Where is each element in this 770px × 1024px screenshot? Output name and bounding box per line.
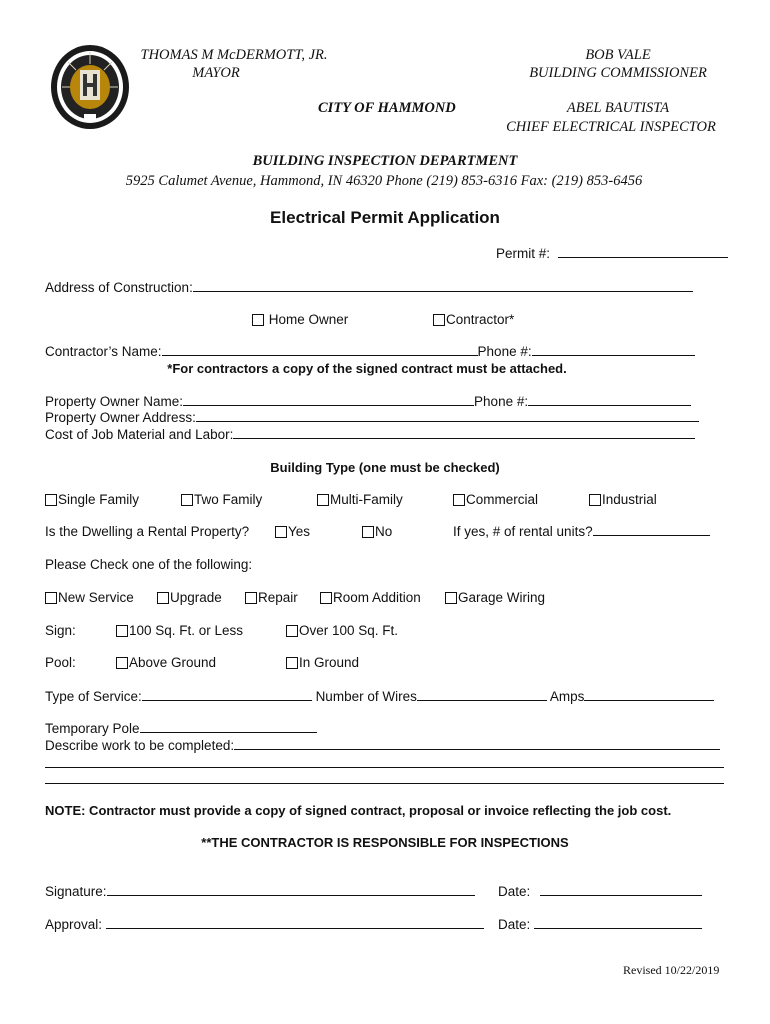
pool-above-checkbox[interactable] (116, 657, 128, 669)
revision-date: Revised 10/22/2019 (623, 963, 720, 977)
approval-date-field[interactable] (534, 917, 702, 929)
permit-number-label: Permit #: (496, 246, 551, 261)
describe-field[interactable] (234, 738, 720, 750)
contractor-phone-label: Phone #: (477, 344, 532, 359)
service-type-field[interactable] (142, 689, 312, 701)
single-family-checkbox[interactable] (45, 494, 57, 506)
property-owner-phone-label: Phone #: (474, 394, 529, 409)
property-owner-name-label: Property Owner Name: (45, 394, 184, 409)
property-owner-name-row (45, 394, 691, 409)
multi-family-checkbox[interactable] (317, 494, 329, 506)
rental-question: Is the Dwelling a Rental Property? (45, 524, 250, 539)
temp-pole-row (45, 721, 317, 736)
work-room-addition[interactable] (320, 590, 421, 605)
work-repair[interactable] (245, 590, 298, 605)
sign-small-label: 100 Sq. Ft. or Less (129, 623, 244, 638)
room-addition-label: Room Addition (333, 590, 421, 605)
inspection-responsibility: **THE CONTRACTOR IS RESPONSIBLE FOR INSPECTIONS (201, 835, 569, 850)
garage-wiring-label: Garage Wiring (458, 590, 546, 605)
rental-units-row (453, 524, 710, 539)
pool-in-option[interactable] (286, 655, 359, 670)
signature-date-row (498, 884, 702, 899)
property-owner-address-field[interactable] (196, 410, 699, 422)
work-upgrade[interactable] (157, 590, 222, 605)
contractor-name-field[interactable] (162, 344, 478, 356)
department-name: BUILDING INSPECTION DEPARTMENT (252, 153, 518, 169)
address-label: Address of Construction: (45, 280, 193, 295)
building-type-heading: Building Type (one must be checked) (270, 460, 500, 475)
wires-field[interactable] (417, 689, 547, 701)
sign-small-checkbox[interactable] (116, 625, 128, 637)
approval-date-label: Date: (498, 917, 531, 932)
building-type-single[interactable] (45, 492, 139, 507)
rental-no-option[interactable] (362, 524, 392, 539)
pool-label: Pool: (45, 655, 76, 670)
inspector-name: ABEL BAUTISTA (566, 100, 670, 116)
rental-no-checkbox[interactable] (362, 526, 374, 538)
property-owner-phone-field[interactable] (528, 394, 691, 406)
two-family-label: Two Family (194, 492, 263, 507)
repair-label: Repair (258, 590, 298, 605)
amps-field[interactable] (584, 689, 714, 701)
work-new-service[interactable] (45, 590, 134, 605)
contractor-note: *For contractors a copy of the signed contract must be attached. (167, 361, 567, 376)
sign-large-label: Over 100 Sq. Ft. (299, 623, 399, 638)
mayor-title: MAYOR (192, 65, 240, 81)
two-family-checkbox[interactable] (181, 494, 193, 506)
contractor-option[interactable] (433, 312, 514, 327)
new-service-label: New Service (58, 590, 134, 605)
sign-large-option[interactable] (286, 623, 398, 638)
contractor-phone-field[interactable] (532, 344, 695, 356)
sign-small-option[interactable] (116, 623, 243, 638)
home-owner-checkbox[interactable] (252, 314, 264, 326)
commissioner-title: BUILDING COMMISSIONER (529, 65, 707, 81)
repair-checkbox[interactable] (245, 592, 257, 604)
pool-in-checkbox[interactable] (286, 657, 298, 669)
signature-row (45, 884, 475, 899)
contractor-label: Contractor* (446, 312, 515, 327)
wires-label: Number of Wires (315, 689, 417, 704)
pool-in-label: In Ground (299, 655, 360, 670)
contractor-checkbox[interactable] (433, 314, 445, 326)
sign-large-checkbox[interactable] (286, 625, 298, 637)
contractor-contract-note: NOTE: Contractor must provide a copy of signed contract, proposal or invoice reflecting the job cost. (45, 803, 672, 818)
approval-field[interactable] (106, 917, 484, 929)
rental-yes-checkbox[interactable] (275, 526, 287, 538)
service-type-label: Type of Service: (45, 689, 142, 704)
new-service-checkbox[interactable] (45, 592, 57, 604)
pool-above-label: Above Ground (129, 655, 217, 670)
building-type-commercial[interactable] (453, 492, 538, 507)
home-owner-option[interactable] (252, 312, 348, 327)
commercial-label: Commercial (466, 492, 539, 507)
address-row (45, 280, 693, 295)
temp-pole-label: Temporary Pole (45, 721, 140, 736)
describe-label: Describe work to be completed: (45, 738, 235, 753)
commissioner-name: BOB VALE (585, 47, 651, 63)
building-type-two[interactable] (181, 492, 262, 507)
approval-label: Approval: (45, 917, 103, 932)
cost-label: Cost of Job Material and Labor: (45, 427, 234, 442)
work-garage-wiring[interactable] (445, 590, 545, 605)
industrial-label: Industrial (602, 492, 657, 507)
rental-yes-label: Yes (288, 524, 311, 539)
signature-date-label: Date: (498, 884, 531, 899)
address-field[interactable] (193, 280, 693, 292)
rental-units-field[interactable] (593, 524, 710, 536)
rental-yes-option[interactable] (275, 524, 310, 539)
describe-line-3[interactable] (45, 783, 724, 784)
mayor-name: THOMAS M McDERMOTT, JR. (140, 47, 328, 63)
department-address: 5925 Calumet Avenue, Hammond, IN 46320 Phone (219) 853-6316 Fax: (219) 853-6456 (125, 173, 643, 189)
building-type-multi[interactable] (317, 492, 403, 507)
form-title: Electrical Permit Application (270, 208, 500, 227)
describe-row (45, 738, 720, 753)
amps-label: Amps (549, 689, 585, 704)
service-row (45, 689, 714, 704)
contractor-name-row (45, 344, 695, 359)
property-owner-name-field[interactable] (183, 394, 474, 406)
cost-field[interactable] (233, 427, 695, 439)
signature-date-field[interactable] (540, 884, 702, 896)
commercial-checkbox[interactable] (453, 494, 465, 506)
approval-row (45, 917, 484, 932)
rental-no-label: No (375, 524, 393, 539)
upgrade-label: Upgrade (170, 590, 222, 605)
contractor-name-label: Contractor’s Name: (45, 344, 162, 359)
inspector-title: CHIEF ELECTRICAL INSPECTOR (506, 119, 716, 135)
check-one-label: Please Check one of the following: (45, 557, 253, 572)
permit-number-field[interactable] (558, 246, 728, 258)
industrial-checkbox[interactable] (589, 494, 601, 506)
building-type-industrial[interactable] (589, 492, 657, 507)
describe-line-2[interactable] (45, 767, 724, 768)
approval-date-row (498, 917, 702, 932)
home-owner-label: Home Owner (268, 312, 349, 327)
upgrade-checkbox[interactable] (157, 592, 169, 604)
cost-row (45, 427, 695, 442)
temp-pole-field[interactable] (140, 721, 317, 733)
city-name: CITY OF HAMMOND (318, 100, 456, 116)
rental-units-label: If yes, # of rental units? (453, 524, 593, 539)
signature-field[interactable] (107, 884, 475, 896)
room-addition-checkbox[interactable] (320, 592, 332, 604)
property-owner-address-row (45, 410, 699, 425)
property-owner-address-label: Property Owner Address: (45, 410, 196, 425)
multi-family-label: Multi-Family (330, 492, 403, 507)
pool-above-option[interactable] (116, 655, 216, 670)
single-family-label: Single Family (58, 492, 140, 507)
city-seal-icon (50, 44, 130, 130)
garage-wiring-checkbox[interactable] (445, 592, 457, 604)
permit-number-row (496, 246, 728, 261)
signature-label: Signature: (45, 884, 107, 899)
sign-label: Sign: (45, 623, 76, 638)
